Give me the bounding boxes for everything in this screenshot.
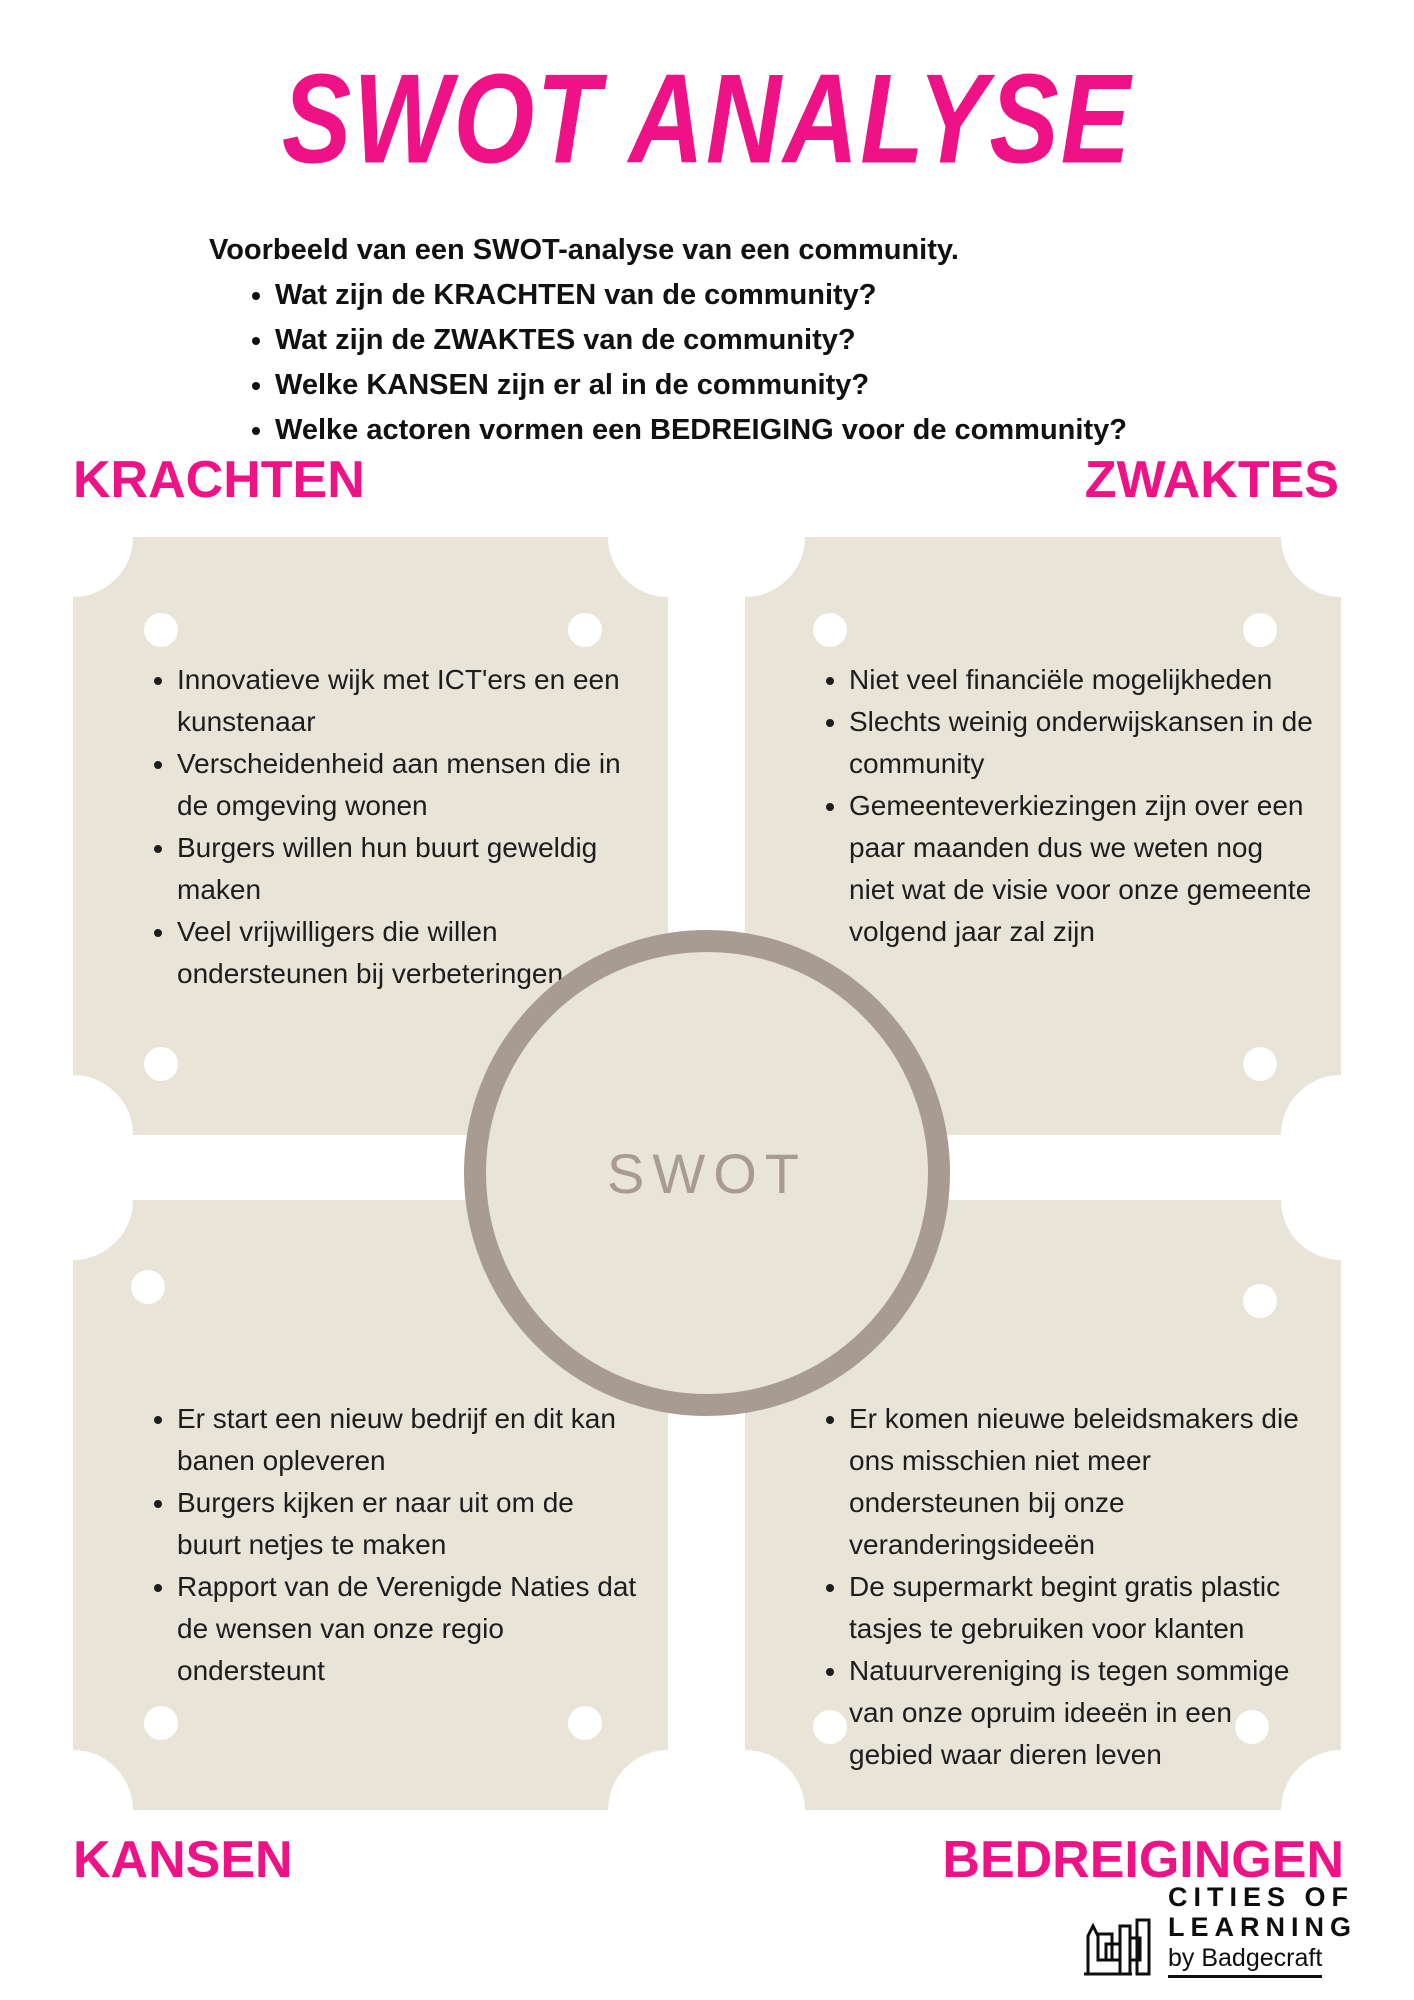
intro-question: • Wat zijn de KRACHTEN van de community? [275, 273, 1209, 318]
corner-notch [608, 1750, 668, 1810]
zwaktes-list [801, 659, 1315, 953]
kansen-list [129, 1398, 642, 1692]
corner-notch [1281, 1200, 1341, 1260]
punch-dot [131, 1270, 165, 1304]
bedreigingen-list [801, 1398, 1315, 1776]
intro-question: • Welke actoren vormen een BEDREIGING voor de community? [275, 408, 1209, 453]
list-item: • Veel vrijwilligers die willen ondersteunen bij verbeteringen [177, 911, 642, 995]
list-item: • Rapport van de Verenigde Naties dat de wensen van onze regio ondersteunt [177, 1566, 642, 1692]
logo-byline: by Badgecraft [1168, 1942, 1322, 1978]
list-item: • Burgers willen hun buurt geweldig maken [177, 827, 642, 911]
punch-dot [568, 613, 602, 647]
swot-center-label: SWOT [607, 1141, 807, 1205]
swot-center-circle [464, 930, 950, 1416]
corner-notch [73, 1750, 133, 1810]
corner-notch [1281, 1075, 1341, 1135]
intro-questions [209, 273, 1209, 453]
quadrant-label-bedreigingen: BEDREIGINGEN [942, 1831, 1344, 1889]
list-item: • De supermarkt begint gratis plastic tasjes te gebruiken voor klanten [849, 1566, 1315, 1650]
corner-notch [745, 1750, 805, 1810]
krachten-list [129, 659, 642, 995]
footer-logo-text [1168, 1882, 1357, 1978]
page-title: SWOT ANALYSE [281, 49, 1133, 191]
list-item: • Gemeenteverkiezingen zijn over een paar maanden dus we weten nog niet wat de visie voor onze gemeente volgend jaar zal zijn [849, 785, 1315, 953]
intro-question: • Welke KANSEN zijn er al in de community? [275, 363, 1209, 408]
intro-block [209, 228, 1209, 453]
quadrant-label-krachten: KRACHTEN [73, 451, 365, 509]
punch-dot [1243, 1047, 1277, 1081]
list-item: • Innovatieve wijk met ICT'ers en een kunstenaar [177, 659, 642, 743]
intro-lead: Voorbeeld van een SWOT-analyse van een community. [209, 234, 959, 266]
list-item: • Niet veel financiële mogelijkheden [849, 659, 1315, 701]
list-item: • Burgers kijken er naar uit om de buurt netjes te maken [177, 1482, 642, 1566]
punch-dot [813, 613, 847, 647]
footer-logo [1082, 1882, 1357, 1978]
corner-notch [608, 537, 668, 597]
list-item: • Verscheidenheid aan mensen die in de omgeving wonen [177, 743, 642, 827]
corner-notch [73, 1200, 133, 1260]
city-skyline-icon [1082, 1898, 1156, 1978]
punch-dot [1243, 1284, 1277, 1318]
punch-dot [144, 1706, 178, 1740]
corner-notch [1281, 537, 1341, 597]
punch-dot [144, 1047, 178, 1081]
quadrant-label-kansen: KANSEN [73, 1831, 293, 1889]
list-item: • Slechts weinig onderwijskansen in de community [849, 701, 1315, 785]
logo-line-2: LEARNING [1168, 1912, 1357, 1942]
punch-dot [1243, 613, 1277, 647]
corner-notch [745, 537, 805, 597]
logo-line-1: CITIES OF [1168, 1882, 1355, 1912]
list-item: • Er komen nieuwe beleidsmakers die ons misschien niet meer ondersteunen bij onze veranderingsideeën [849, 1398, 1315, 1566]
list-item: • Er start een nieuw bedrijf en dit kan banen opleveren [177, 1398, 642, 1482]
intro-question: • Wat zijn de ZWAKTES van de community? [275, 318, 1209, 363]
quadrant-label-zwaktes: ZWAKTES [1084, 451, 1339, 509]
punch-dot [568, 1706, 602, 1740]
punch-dot [144, 613, 178, 647]
list-item: • Natuurvereniging is tegen sommige van onze opruim ideeën in een gebied waar dieren leven [849, 1650, 1315, 1776]
corner-notch [73, 1075, 133, 1135]
corner-notch [73, 537, 133, 597]
